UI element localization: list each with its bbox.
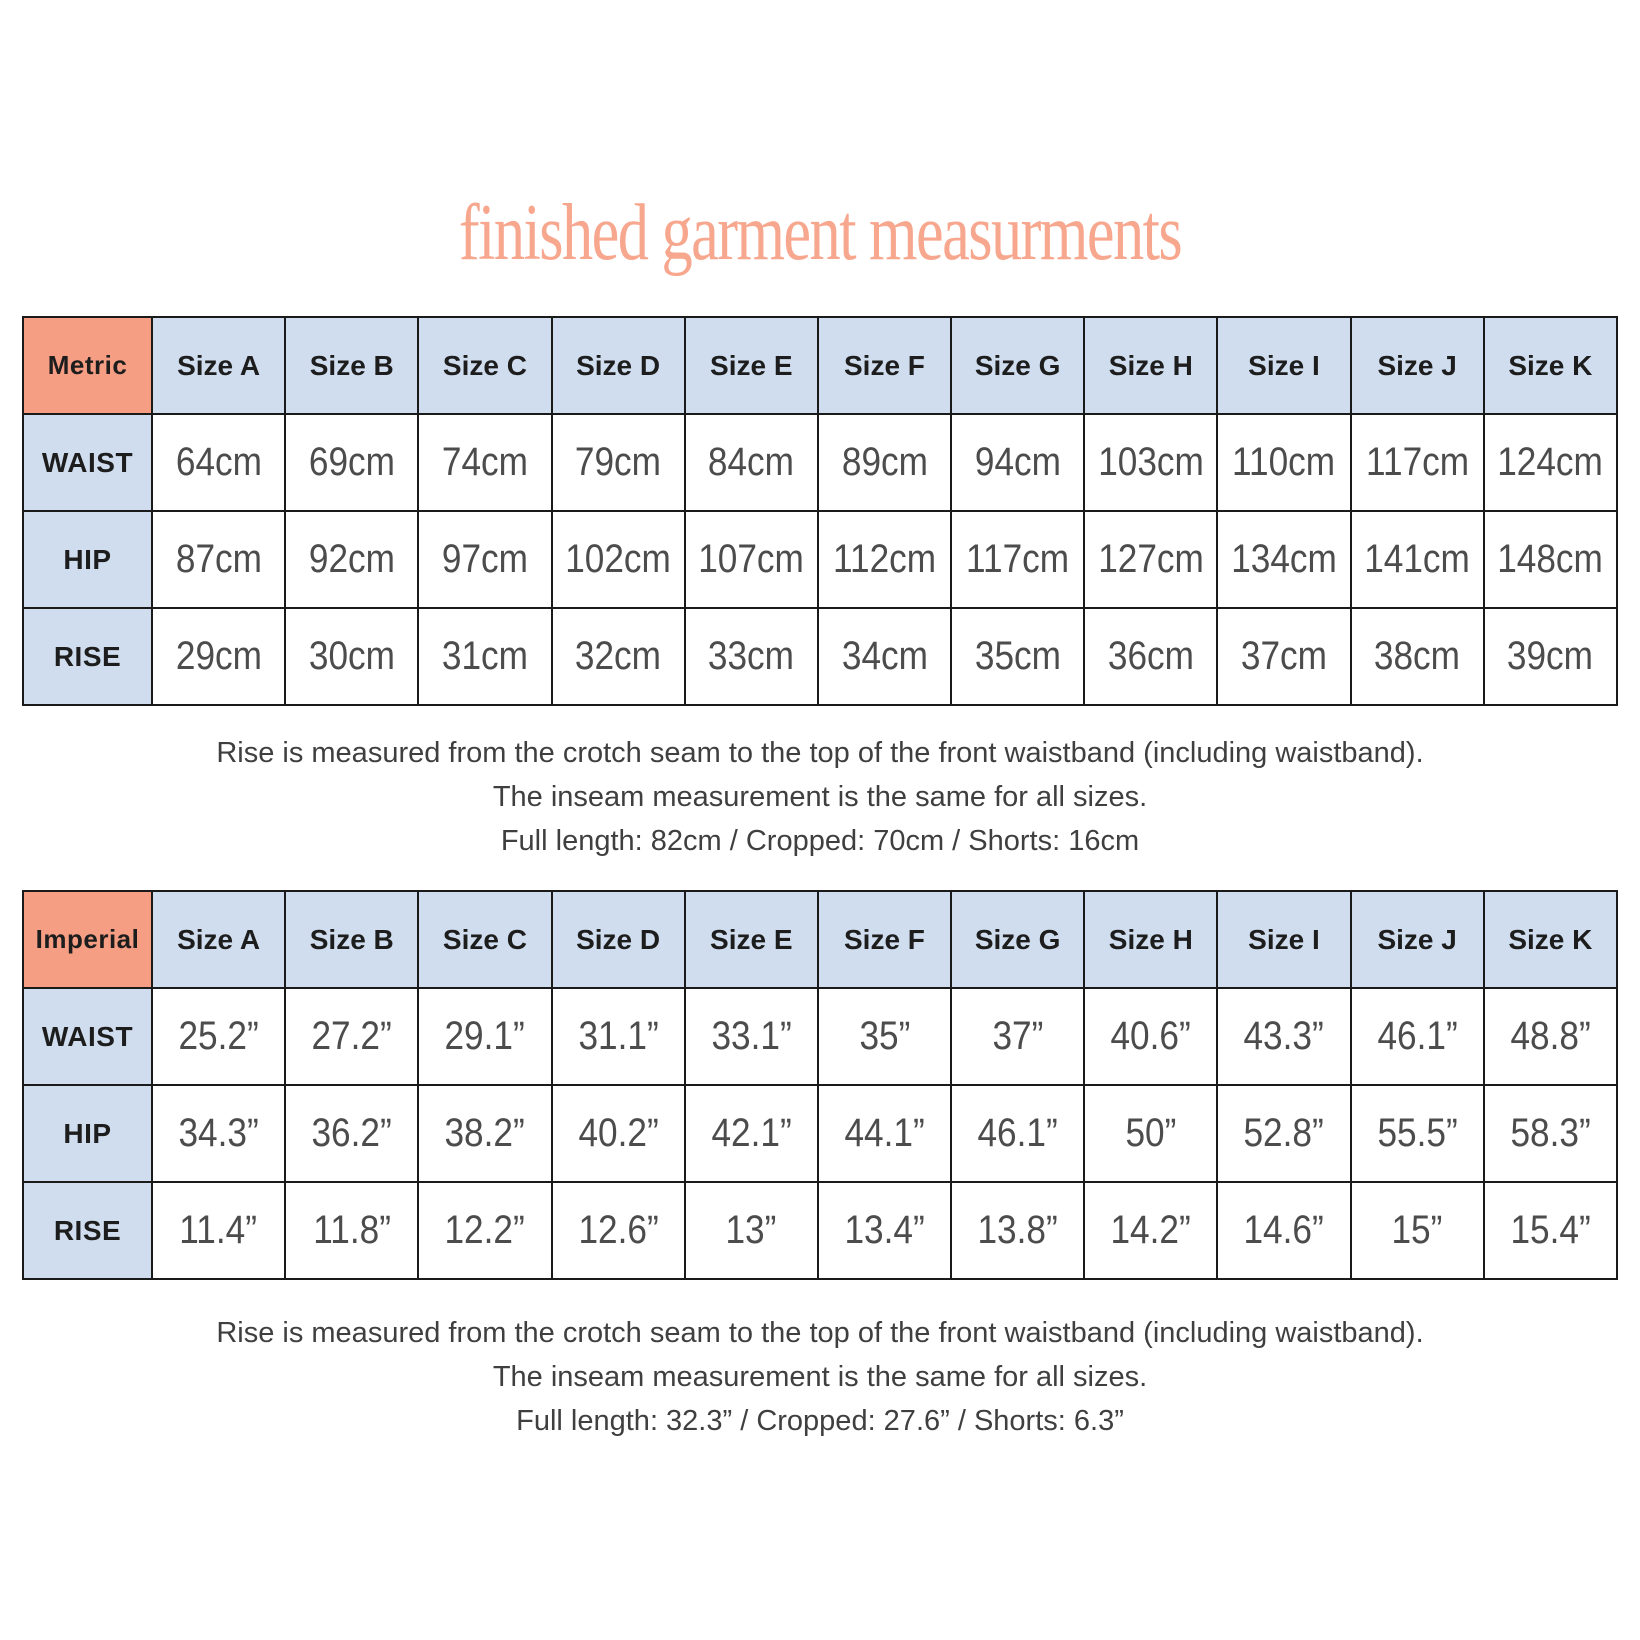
- imperial-note-rise: Rise is measured from the crotch seam to the top of the front waistband (including waistband).: [216, 1317, 1424, 1349]
- measurement-value-cell: [152, 414, 285, 511]
- measurement-value-cell: [552, 1085, 685, 1182]
- measurement-value: 148cm: [1497, 537, 1604, 581]
- measurement-value: 12.2”: [444, 1208, 526, 1252]
- measurement-value: 46.1”: [1377, 1014, 1458, 1058]
- measurement-value: 69cm: [308, 440, 395, 484]
- header-row: [23, 891, 1617, 988]
- table-row: [23, 608, 1617, 705]
- size-column-header: Size H: [1084, 317, 1217, 414]
- measurement-value-cell: [951, 988, 1084, 1085]
- unit-system-label: Imperial: [23, 891, 152, 988]
- measurement-value: 46.1”: [977, 1111, 1058, 1155]
- measurement-row-label: HIP: [23, 1085, 152, 1182]
- imperial-note-inseam: The inseam measurement is the same for all sizes.: [492, 1361, 1148, 1393]
- measurement-value-cell: [685, 1182, 818, 1279]
- measurement-value: 92cm: [308, 537, 395, 581]
- measurement-value-cell: [818, 511, 951, 608]
- imperial-notes: [0, 1311, 1640, 1443]
- measurement-value: 117cm: [1365, 440, 1469, 484]
- measurement-value: 79cm: [575, 440, 662, 484]
- measurement-value-cell: [1484, 988, 1617, 1085]
- measurement-value-cell: [1484, 511, 1617, 608]
- imperial-size-table: [22, 890, 1618, 1280]
- measurement-value: 124cm: [1497, 440, 1604, 484]
- measurement-value-cell: [1084, 414, 1217, 511]
- measurement-value-cell: [1484, 1182, 1617, 1279]
- measurement-value: 44.1”: [844, 1111, 925, 1155]
- measurement-value: 40.2”: [577, 1111, 659, 1155]
- metric-note-lengths: Full length: 82cm / Cropped: 70cm / Shorts: 16cm: [500, 825, 1140, 857]
- measurement-value-cell: [951, 1085, 1084, 1182]
- measurement-value-cell: [1084, 608, 1217, 705]
- measurement-value: 13.8”: [977, 1208, 1058, 1252]
- measurement-value: 117cm: [966, 537, 1070, 581]
- measurement-value-cell: [1484, 608, 1617, 705]
- size-column-header: Size H: [1084, 891, 1217, 988]
- measurement-value: 31.1”: [577, 1014, 659, 1058]
- measurement-value: 107cm: [698, 537, 805, 581]
- metric-note-inseam: The inseam measurement is the same for all sizes.: [492, 781, 1148, 813]
- measurement-value: 35cm: [974, 634, 1061, 678]
- measurement-value-cell: [685, 988, 818, 1085]
- measurement-value: 38cm: [1374, 634, 1461, 678]
- measurement-value: 25.2”: [178, 1014, 259, 1058]
- measurement-value: 11.4”: [179, 1208, 258, 1252]
- measurement-value: 33cm: [708, 634, 795, 678]
- imperial-note-lengths: Full length: 32.3” / Cropped: 27.6” / Shorts: 6.3”: [516, 1405, 1124, 1437]
- size-column-header: Size B: [285, 891, 418, 988]
- measurement-value-cell: [552, 988, 685, 1085]
- measurement-value: 30cm: [308, 634, 395, 678]
- measurement-value-cell: [951, 414, 1084, 511]
- measurement-value-cell: [685, 608, 818, 705]
- measurement-value-cell: [152, 1182, 285, 1279]
- measurement-row-label: RISE: [23, 1182, 152, 1279]
- measurement-value: 36cm: [1107, 634, 1194, 678]
- measurement-value: 89cm: [841, 440, 928, 484]
- measurement-value: 141cm: [1364, 537, 1470, 581]
- measurement-value-cell: [818, 608, 951, 705]
- measurement-value-cell: [552, 608, 685, 705]
- measurement-value: 42.1”: [711, 1111, 792, 1155]
- measurement-value-cell: [1217, 511, 1350, 608]
- metric-size-table: [22, 316, 1618, 706]
- measurement-value: 15”: [1391, 1208, 1443, 1252]
- measurement-value: 127cm: [1097, 537, 1204, 581]
- measurement-value-cell: [1217, 988, 1350, 1085]
- measurement-value: 64cm: [175, 440, 262, 484]
- measurement-value-cell: [1084, 1182, 1217, 1279]
- measurement-value-cell: [418, 511, 551, 608]
- size-column-header: Size G: [951, 317, 1084, 414]
- measurement-value-cell: [1084, 1085, 1217, 1182]
- measurement-value: 34.3”: [178, 1111, 259, 1155]
- measurement-value: 94cm: [974, 440, 1061, 484]
- measurement-value: 37”: [992, 1014, 1044, 1058]
- size-column-header: Size E: [685, 317, 818, 414]
- measurement-value-cell: [552, 414, 685, 511]
- measurement-value: 48.8”: [1510, 1014, 1591, 1058]
- measurement-value-cell: [951, 511, 1084, 608]
- measurement-value-cell: [418, 1182, 551, 1279]
- measurement-value: 43.3”: [1243, 1014, 1325, 1058]
- measurement-value: 13.4”: [844, 1208, 925, 1252]
- measurement-value: 14.2”: [1110, 1208, 1191, 1252]
- measurement-value: 55.5”: [1377, 1111, 1458, 1155]
- size-column-header: Size E: [685, 891, 818, 988]
- measurement-row-label: WAIST: [23, 414, 152, 511]
- measurement-value: 38.2”: [444, 1111, 526, 1155]
- size-column-header: Size J: [1351, 891, 1484, 988]
- measurement-value: 29.1”: [444, 1014, 526, 1058]
- measurement-value-cell: [951, 608, 1084, 705]
- measurement-value: 13”: [725, 1208, 777, 1252]
- measurement-value: 33.1”: [711, 1014, 792, 1058]
- measurement-value-cell: [285, 988, 418, 1085]
- measurement-value-cell: [285, 511, 418, 608]
- measurement-value-cell: [1351, 511, 1484, 608]
- measurement-value-cell: [818, 1085, 951, 1182]
- measurement-value: 29cm: [175, 634, 262, 678]
- measurement-value-cell: [1351, 1085, 1484, 1182]
- measurement-value: 14.6”: [1243, 1208, 1325, 1252]
- measurement-row-label: HIP: [23, 511, 152, 608]
- measurement-value: 27.2”: [311, 1014, 392, 1058]
- measurement-value: 15.4”: [1510, 1208, 1591, 1252]
- header-row: [23, 317, 1617, 414]
- size-column-header: Size F: [818, 317, 951, 414]
- table-row: [23, 511, 1617, 608]
- measurement-value-cell: [285, 1085, 418, 1182]
- table-row: [23, 988, 1617, 1085]
- measurement-value-cell: [285, 1182, 418, 1279]
- measurement-value-cell: [152, 1085, 285, 1182]
- measurement-row-label: RISE: [23, 608, 152, 705]
- metric-note-rise: Rise is measured from the crotch seam to the top of the front waistband (including waistband).: [216, 737, 1424, 769]
- size-column-header: Size I: [1217, 891, 1350, 988]
- measurement-value: 103cm: [1097, 440, 1204, 484]
- measurement-value: 74cm: [441, 440, 528, 484]
- measurement-value: 12.6”: [577, 1208, 659, 1252]
- measurement-value: 31cm: [441, 634, 528, 678]
- measurement-value-cell: [1351, 608, 1484, 705]
- page-title-text: finished garment measurments: [458, 189, 1182, 277]
- measurement-value: 112cm: [832, 537, 936, 581]
- measurement-value-cell: [1484, 414, 1617, 511]
- table-row: [23, 414, 1617, 511]
- page-title: [0, 188, 1640, 279]
- measurement-value: 40.6”: [1110, 1014, 1191, 1058]
- measurement-value: 84cm: [708, 440, 795, 484]
- measurement-value: 39cm: [1507, 634, 1594, 678]
- measurement-value-cell: [418, 988, 551, 1085]
- size-column-header: Size C: [418, 891, 551, 988]
- measurement-value-cell: [685, 1085, 818, 1182]
- size-column-header: Size K: [1484, 891, 1617, 988]
- measurement-value-cell: [1217, 608, 1350, 705]
- size-column-header: Size A: [152, 317, 285, 414]
- measurement-value-cell: [818, 1182, 951, 1279]
- measurement-value-cell: [1084, 511, 1217, 608]
- size-column-header: Size A: [152, 891, 285, 988]
- measurement-value: 52.8”: [1243, 1111, 1325, 1155]
- measurement-value: 97cm: [441, 537, 528, 581]
- measurement-value-cell: [1217, 1085, 1350, 1182]
- measurement-value: 134cm: [1231, 537, 1337, 581]
- size-column-header: Size J: [1351, 317, 1484, 414]
- size-column-header: Size K: [1484, 317, 1617, 414]
- size-column-header: Size F: [818, 891, 951, 988]
- measurement-value-cell: [818, 988, 951, 1085]
- measurement-value-cell: [1484, 1085, 1617, 1182]
- measurement-value: 32cm: [575, 634, 662, 678]
- size-column-header: Size I: [1217, 317, 1350, 414]
- measurement-value: 50”: [1125, 1111, 1177, 1155]
- measurement-value-cell: [1351, 988, 1484, 1085]
- measurement-value-cell: [285, 608, 418, 705]
- measurement-value-cell: [1351, 1182, 1484, 1279]
- measurement-value: 11.8”: [312, 1208, 391, 1252]
- measurement-value-cell: [1217, 1182, 1350, 1279]
- unit-system-label: Metric: [23, 317, 152, 414]
- measurement-value-cell: [1084, 988, 1217, 1085]
- measurement-value: 87cm: [175, 537, 262, 581]
- measurement-value: 35”: [859, 1014, 910, 1058]
- measurement-value-cell: [152, 608, 285, 705]
- size-column-header: Size D: [552, 317, 685, 414]
- measurement-row-label: WAIST: [23, 988, 152, 1085]
- measurement-value: 36.2”: [311, 1111, 392, 1155]
- measurement-value-cell: [685, 511, 818, 608]
- measurement-value-cell: [1217, 414, 1350, 511]
- measurement-value: 34cm: [841, 634, 928, 678]
- measurement-value-cell: [285, 414, 418, 511]
- measurement-value-cell: [418, 1085, 551, 1182]
- measurement-value: 110cm: [1232, 440, 1336, 484]
- measurement-value: 58.3”: [1510, 1111, 1591, 1155]
- measurement-value: 37cm: [1240, 634, 1327, 678]
- measurement-value-cell: [1351, 414, 1484, 511]
- measurement-value-cell: [552, 511, 685, 608]
- measurement-value-cell: [818, 414, 951, 511]
- size-column-header: Size D: [552, 891, 685, 988]
- size-column-header: Size G: [951, 891, 1084, 988]
- size-column-header: Size C: [418, 317, 551, 414]
- measurement-value-cell: [152, 511, 285, 608]
- measurement-value-cell: [152, 988, 285, 1085]
- measurement-value: 102cm: [565, 537, 671, 581]
- metric-notes: [0, 731, 1640, 863]
- measurement-value-cell: [951, 1182, 1084, 1279]
- size-column-header: Size B: [285, 317, 418, 414]
- measurement-value-cell: [418, 608, 551, 705]
- table-row: [23, 1085, 1617, 1182]
- measurement-value-cell: [418, 414, 551, 511]
- table-row: [23, 1182, 1617, 1279]
- measurement-value-cell: [685, 414, 818, 511]
- measurement-value-cell: [552, 1182, 685, 1279]
